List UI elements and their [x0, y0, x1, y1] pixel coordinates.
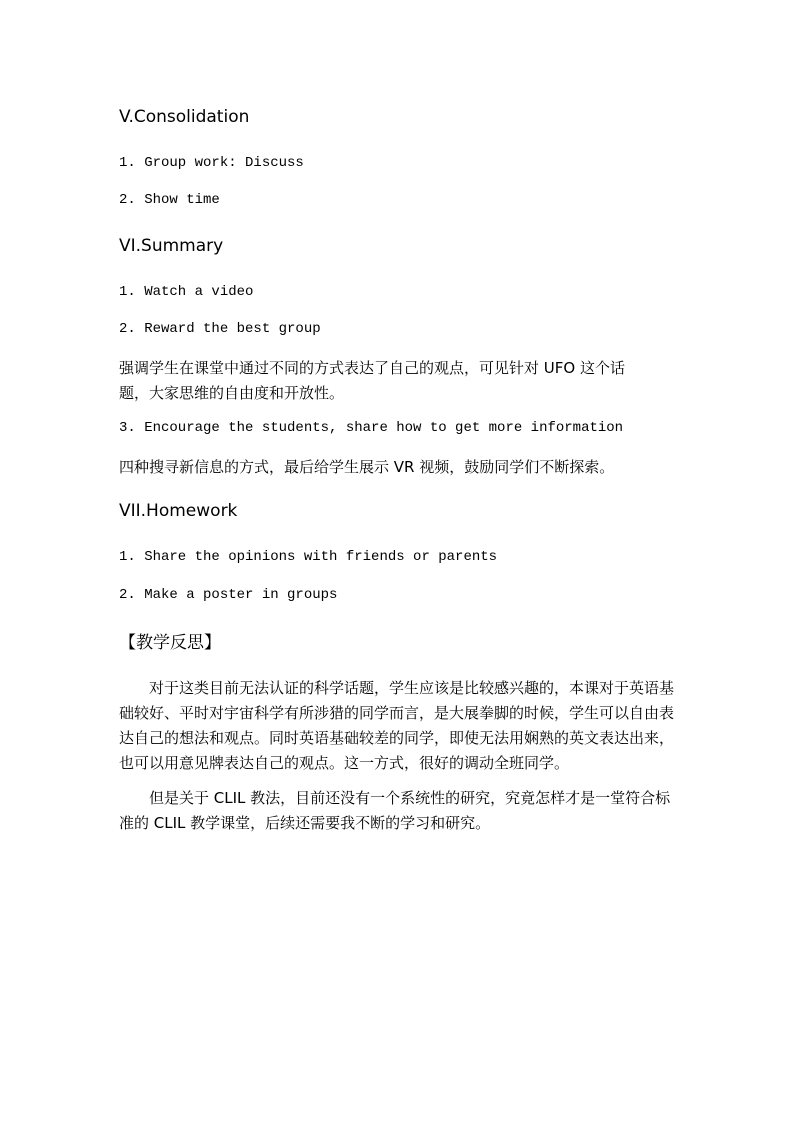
list-item: 1. Watch a video: [119, 284, 254, 300]
reflection-title: 【教学反思】: [119, 633, 221, 653]
list-item: 1. Group work: Discuss: [119, 155, 304, 171]
list-item: 1. Share the opinions with friends or parents: [119, 549, 498, 565]
list-item: 2. Make a poster in groups: [119, 587, 338, 603]
summary-note-line: 题，大家思维的自由度和开放性。: [119, 384, 345, 402]
reflection-body: [119, 676, 679, 836]
list-item: 3. Encourage the students, share how to get more information: [119, 420, 624, 436]
section-heading-homework: VII.Homework: [119, 501, 238, 521]
list-item: 2. Reward the best group: [119, 321, 321, 337]
reflection-paragraph: 对于这类目前无法认证的科学话题，学生应该是比较感兴趣的，本课对于英语基础较好、平时对宇宙科学有所涉猎的同学而言，是大展拳脚的时候，学生可以自由表达自己的想法和观点。同时英语基础较差的同学，即使无法用娴熟的英文表达出来，也可以用意见牌表达自己的观点。这一方式，很好的调动全班同学。: [119, 679, 675, 772]
list-item: 2. Show time: [119, 192, 220, 208]
summary-note-line: 强调学生在课堂中通过不同的方式表达了自己的观点，可见针对 UFO 这个话: [119, 359, 625, 377]
section-heading-summary: VI.Summary: [119, 236, 224, 256]
summary-note-line: 四种搜寻新信息的方式，最后给学生展示 VR 视频，鼓励同学们不断探索。: [119, 458, 615, 476]
section-heading-consolidation: V.Consolidation: [119, 107, 250, 127]
reflection-paragraph: 但是关于 CLIL 教法，目前还没有一个系统性的研究，究竟怎样才是一堂符合标准的 CLIL 教学课堂，后续还需要我不断的学习和研究。: [119, 789, 671, 832]
